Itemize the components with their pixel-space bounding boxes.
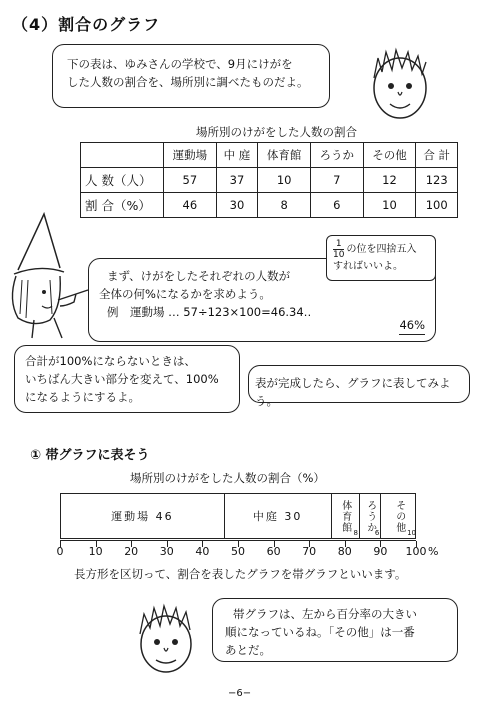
adjust-bubble — [14, 345, 240, 413]
boy-face-illustration-bottom — [126, 598, 206, 678]
table-row — [81, 193, 458, 218]
band-segment-1 — [225, 494, 332, 538]
row-label: 割 合（%） — [81, 193, 164, 218]
answer-46-percent: 46% — [399, 316, 425, 335]
axis-tick-label: 10 — [88, 545, 103, 558]
band-segment-2 — [332, 494, 360, 538]
band-segment-label: 体育館 — [339, 499, 351, 533]
axis-tick-label: 90 — [373, 545, 388, 558]
table-cell: 57 — [164, 168, 217, 193]
table-cell: 10 — [363, 193, 416, 218]
tip-line: すればいいよ。 — [333, 261, 403, 272]
injury-table — [80, 142, 458, 218]
band-segment-0 — [61, 494, 225, 538]
table-cell: 37 — [216, 168, 258, 193]
intro-line: した人数の割合を、場所別に調べたものだよ。 — [67, 75, 309, 89]
section-subtitle: ① 帯グラフに表そう — [30, 448, 150, 463]
axis-unit: % — [428, 545, 439, 558]
fraction-denominator: 10 — [333, 250, 345, 260]
table-header-cell: 体育館 — [258, 143, 311, 168]
adjust-line: いちばん大きい部分を変えて、100% — [25, 372, 219, 386]
table-header-cell: 運動場 — [164, 143, 217, 168]
axis-tick-label: 70 — [302, 545, 317, 558]
band-segment-label: ろうか — [364, 499, 376, 533]
band-segment-small-value: 6 — [374, 529, 380, 537]
table-caption: 場所別のけがをした人数の割合 — [196, 125, 357, 139]
axis-tick-label: 80 — [337, 545, 352, 558]
closing-line: あとだ。 — [225, 643, 271, 657]
band-chart — [60, 493, 416, 539]
table-cell: 46 — [164, 193, 217, 218]
axis-tick-label: 100 — [405, 545, 427, 558]
table-row — [81, 168, 458, 193]
axis-tick-label: 60 — [266, 545, 281, 558]
row-label: 人 数（人） — [81, 168, 164, 193]
axis-tick-label: 20 — [124, 545, 139, 558]
band-segment-label: 中庭 30 — [252, 510, 303, 523]
band-segment-4 — [381, 494, 417, 538]
table-cell: 12 — [363, 168, 416, 193]
table-cell: 100 — [416, 193, 458, 218]
axis-tick-label: 50 — [231, 545, 245, 558]
table-header-cell: 中 庭 — [216, 143, 258, 168]
section-heading: （4）割合のグラフ — [12, 15, 161, 34]
example-calculation: 例 運動場 … 57÷123×100=46.34‥ — [107, 305, 312, 319]
explain-line: 全体の何%になるかを求めよう。 — [99, 287, 271, 301]
axis-tick-label: 30 — [159, 545, 174, 558]
axis-tick-label: 0 — [56, 545, 64, 558]
table-cell: 8 — [258, 193, 311, 218]
table-header-cell: その他 — [363, 143, 416, 168]
band-segment-label: 運動場 46 — [111, 510, 174, 523]
girl-illustration — [4, 210, 94, 340]
band-segment-3 — [360, 494, 381, 538]
table-cell: 7 — [310, 168, 363, 193]
fraction-numerator: 1 — [335, 239, 342, 249]
adjust-line: になるようにするよ。 — [25, 390, 140, 404]
closing-bubble — [212, 598, 458, 662]
adjust-line: 合計が100%にならないときは、 — [25, 354, 196, 368]
table-header-row — [81, 143, 458, 168]
rounding-tip-box — [326, 235, 436, 281]
table-cell: 30 — [216, 193, 258, 218]
band-graph-definition: 長方形を区切って、割合を表したグラフを帯グラフといいます。 — [74, 567, 407, 581]
intro-line: 下の表は、ゆみさんの学校で、9月にけがを — [67, 57, 293, 71]
boy-face-illustration — [360, 40, 440, 124]
axis-tick-label: 40 — [195, 545, 210, 558]
closing-line: 帯グラフは、左から百分率の大きい — [233, 607, 417, 621]
closing-line: 順になっているね。「その他」は一番 — [225, 625, 415, 639]
page-number: −6− — [228, 688, 252, 699]
band-segment-small-value: 10 — [407, 529, 416, 537]
table-header-cell: ろうか — [310, 143, 363, 168]
band-segment-small-value: 8 — [353, 529, 359, 537]
graph-hint-bubble: 表が完成したら、グラフに表してみよう。 — [248, 365, 470, 403]
band-segment-label: その他 — [393, 499, 405, 533]
intro-speech-bubble — [52, 44, 330, 108]
tip-line: の位を四捨五入 — [346, 244, 417, 255]
table-header-cell: 合 計 — [416, 143, 458, 168]
explain-line: まず、けがをしたそれぞれの人数が — [107, 269, 291, 283]
chart-title: 場所別のけがをした人数の割合（%） — [130, 471, 325, 485]
table-cell: 6 — [310, 193, 363, 218]
table-cell: 123 — [416, 168, 458, 193]
table-cell: 10 — [258, 168, 311, 193]
table-corner — [81, 143, 164, 168]
